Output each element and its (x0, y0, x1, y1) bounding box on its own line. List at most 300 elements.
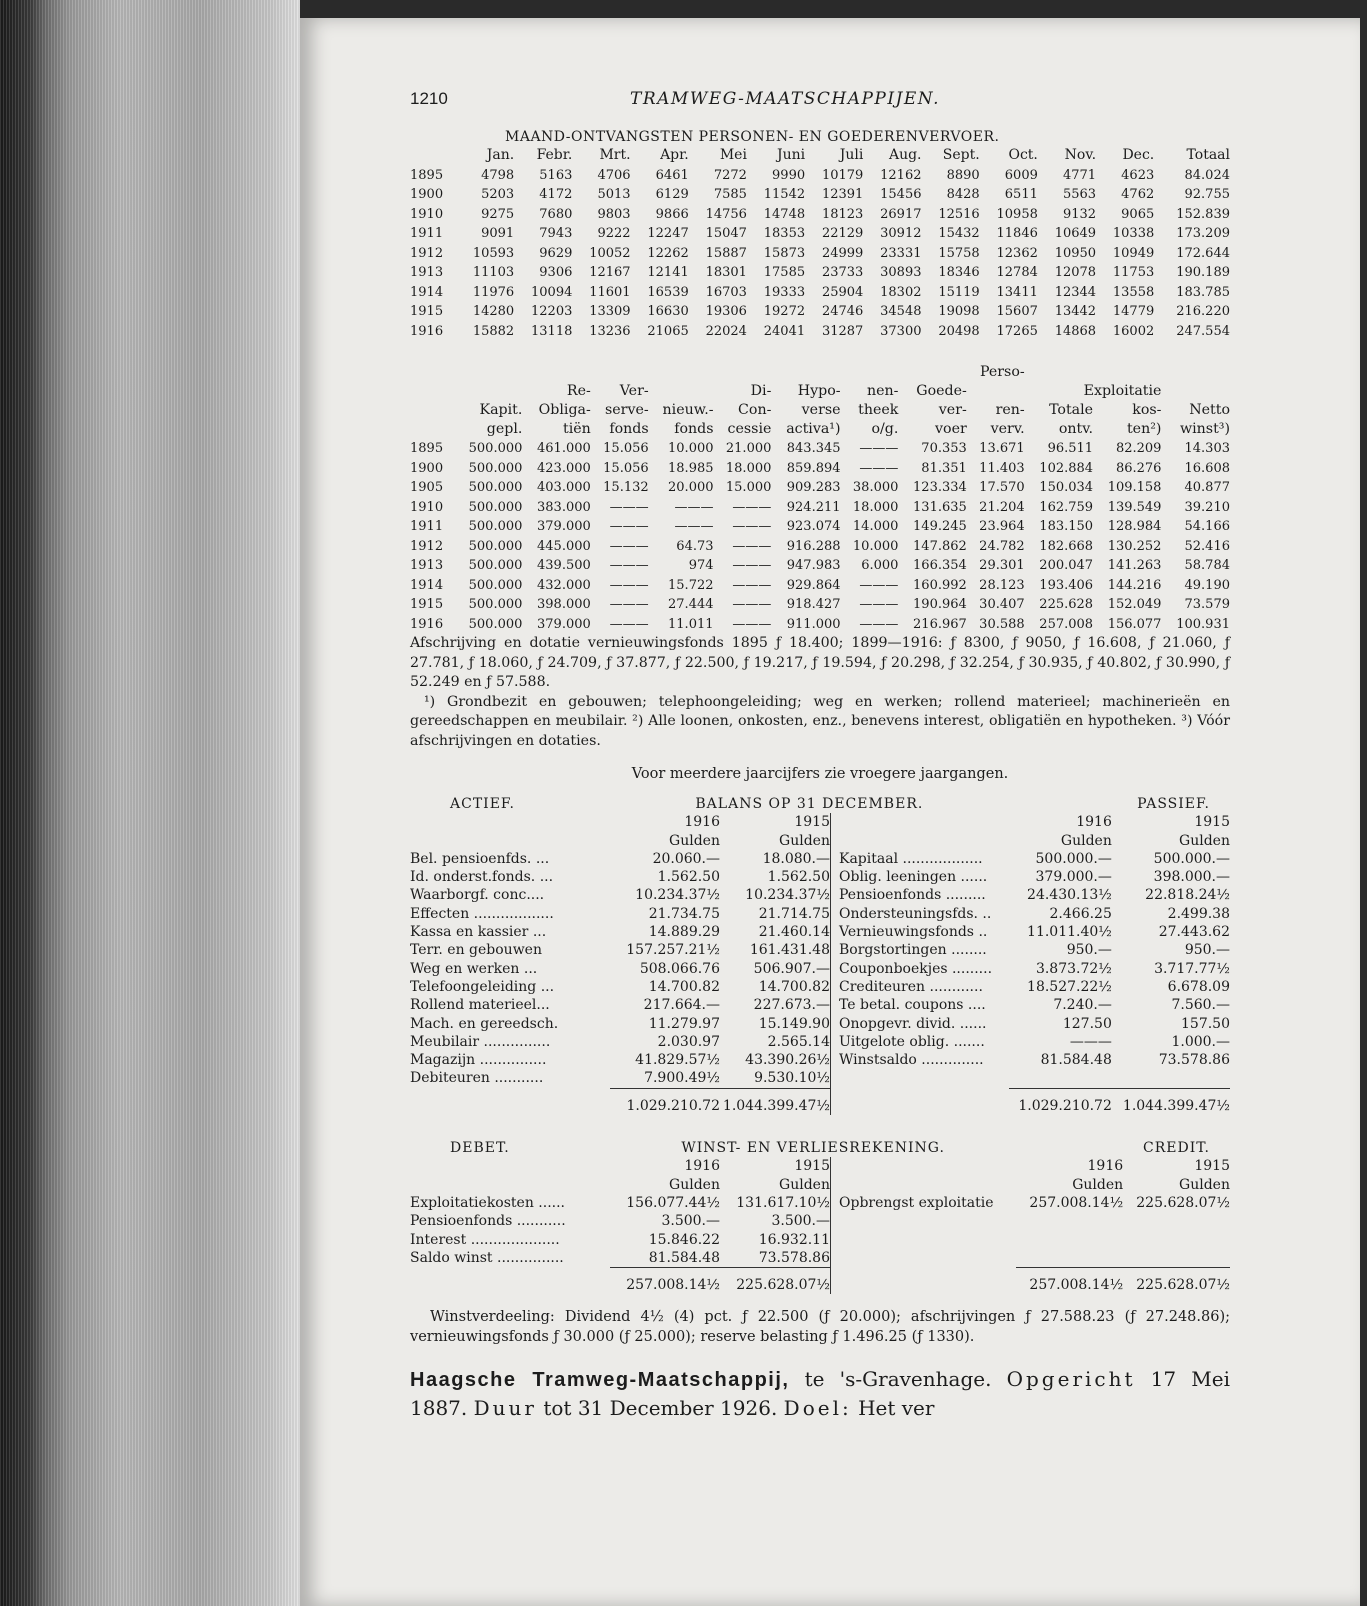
account-label: Onopgevr. divid. ...... (839, 1015, 987, 1032)
table-cell: 9866 (655, 206, 689, 222)
table-cell: 123.334 (913, 480, 967, 495)
balance-sheet (410, 795, 1230, 1115)
table-cell: 52.416 (1184, 538, 1230, 554)
table-cell: ——— (609, 597, 649, 612)
unit: Gulden (720, 1176, 831, 1194)
total-amount: 1.044.399.47½ (1112, 1088, 1230, 1115)
month-header: Sept. (942, 147, 980, 163)
month-header: Juni (777, 147, 806, 163)
table-cell: 73.579 (1184, 597, 1230, 612)
table-cell: 20.000 (668, 480, 714, 495)
table-cell: 15047 (705, 226, 747, 241)
table-cell: 10.000 (668, 441, 714, 456)
account-row (410, 1051, 1230, 1069)
table-cell: 200.047 (1039, 558, 1094, 573)
table-cell: 6009 (1004, 167, 1038, 183)
table-cell: 8890 (946, 167, 980, 183)
amount: 217.664.— (643, 997, 720, 1014)
header-cell: nen- (866, 383, 899, 399)
table-cell: 18123 (821, 206, 864, 222)
amount: 10.234.37½ (720, 886, 831, 904)
amount: 2.466.25 (1049, 905, 1112, 922)
left-title: ACTIEF. (450, 796, 515, 812)
table-cell: 10950 (1054, 245, 1097, 261)
amount: 7.240.— (1053, 997, 1112, 1014)
table-cell: ——— (674, 519, 714, 534)
month-header: Mei (719, 147, 747, 163)
table-cell: 183.785 (1176, 284, 1230, 300)
amount: 156.077.44½ (626, 1194, 720, 1211)
table-cell: 14280 (472, 304, 515, 319)
table-cell: 9091 (481, 226, 515, 241)
header-cell: activa¹) (786, 421, 841, 437)
account-row (410, 960, 1230, 978)
table-cell: 30.407 (979, 597, 1025, 612)
account-label: Vernieuwingsfonds .. (839, 924, 988, 941)
table-cell: 247.554 (1176, 323, 1230, 339)
financial-body (410, 439, 1230, 634)
table-cell: 39.210 (1184, 499, 1230, 515)
opgericht-date: 17 Mei 1887. (410, 1367, 1230, 1421)
amount: 11.279.97 (648, 1015, 720, 1032)
table-cell: 929.864 (786, 577, 841, 593)
amount: 43.390.26½ (720, 1051, 831, 1069)
unit: Gulden (1060, 832, 1112, 849)
header-cell (649, 363, 714, 382)
table-cell: 18.000 (852, 499, 899, 515)
table-cell: 7272 (713, 167, 747, 183)
amount: 131.617.10½ (720, 1194, 831, 1212)
table-row (410, 244, 1230, 264)
header-cell: kos- (1132, 402, 1162, 418)
table-cell: 13442 (1054, 304, 1097, 319)
table-cell: 10094 (531, 284, 573, 300)
amount: 3.500.— (720, 1212, 831, 1230)
account-row (410, 923, 1230, 941)
account-title-row (410, 1139, 1230, 1157)
running-header (410, 88, 1230, 118)
table-cell: 11542 (763, 187, 806, 202)
header-cell: Obliga- (538, 402, 591, 418)
table-cell: 24.782 (979, 538, 1025, 554)
year-row (410, 813, 1230, 831)
row-year: 1915 (410, 304, 444, 319)
table-cell: 859.894 (786, 460, 841, 476)
row-year: 1900 (410, 460, 444, 476)
table-cell: 24041 (763, 323, 806, 339)
table-cell: 141.263 (1107, 558, 1162, 573)
table-cell: 16.608 (1184, 460, 1230, 476)
account-row (410, 1249, 1230, 1268)
table-cell: 257.008 (1039, 616, 1094, 632)
table-cell: ——— (609, 616, 649, 632)
book-page-edges (0, 0, 300, 1606)
amount: 500.000.— (1153, 850, 1230, 867)
table-cell: 18353 (763, 226, 806, 241)
table-cell: 156.077 (1107, 616, 1162, 632)
table-cell: 13558 (1112, 284, 1155, 300)
amount: 14.700.82 (720, 978, 831, 996)
table-cell: 14.303 (1184, 441, 1230, 456)
table-cell: 38.000 (852, 480, 899, 495)
amount: 22.818.24½ (1145, 887, 1230, 904)
table-row (410, 185, 1230, 205)
amount: 127.50 (1062, 1015, 1112, 1032)
month-header: Nov. (1064, 147, 1097, 163)
table-cell: 162.759 (1039, 499, 1094, 515)
table-cell: 10593 (472, 245, 515, 261)
table-row (410, 439, 1230, 459)
amount: 506.907.— (720, 960, 831, 978)
table-cell: 16002 (1112, 323, 1155, 339)
table-cell: 15432 (938, 226, 980, 241)
financial-summary-table (410, 363, 1230, 634)
header-cell: ten²) (1126, 421, 1162, 437)
table-cell: 4706 (597, 167, 631, 183)
header-cell: cessie (727, 421, 772, 437)
table-cell: 12391 (821, 187, 864, 202)
table-cell: 12078 (1054, 265, 1097, 280)
account-row (410, 1069, 1230, 1088)
financial-header-row (410, 363, 1230, 382)
row-year: 1912 (410, 245, 444, 261)
account-label: Pensioenfonds ........... (410, 1213, 566, 1230)
financial-header-row (410, 420, 1230, 439)
header-cell (1161, 382, 1230, 401)
table-cell: 37300 (880, 323, 922, 339)
table-cell: 26917 (880, 206, 922, 222)
account-label: Meubilair ............... (410, 1033, 551, 1050)
amount: 81.584.48 (648, 1249, 720, 1266)
account-label: Oblig. leeningen ...... (839, 869, 988, 886)
account-label: Debiteuren ........... (410, 1070, 544, 1087)
table-cell: 147.862 (913, 538, 967, 554)
amount: 2.565.14 (720, 1033, 831, 1051)
table-cell: 4771 (1062, 167, 1097, 183)
account-row (410, 978, 1230, 996)
book-page (300, 18, 1360, 1606)
amount: 508.066.76 (639, 960, 720, 977)
table-cell: 23331 (880, 245, 922, 261)
table-cell: 10179 (821, 167, 864, 183)
header-cell: Ver- (619, 383, 649, 399)
table-cell: 19333 (763, 284, 806, 300)
amount: 227.673.— (720, 996, 831, 1014)
table-cell: 500.000 (468, 499, 523, 515)
header-cell: Exploitatie (1083, 383, 1162, 399)
account-label: Bel. pensioenfds. ... (410, 850, 550, 867)
monthly-header-row (410, 146, 1230, 166)
table-cell: 6511 (1004, 187, 1038, 202)
header-cell: ontv. (1058, 421, 1094, 437)
year-row (410, 1157, 1230, 1175)
table-cell: 4798 (481, 167, 515, 183)
amount: 161.431.48 (720, 941, 831, 959)
amount: 21.734.75 (648, 905, 720, 922)
table-cell: 21.204 (979, 499, 1025, 515)
table-cell: 4762 (1121, 187, 1155, 202)
table-cell: 15.056 (603, 441, 649, 456)
month-header: Mrt. (599, 147, 631, 163)
account-row (410, 1231, 1230, 1249)
table-cell: ——— (732, 616, 772, 632)
table-cell: 10338 (1112, 226, 1155, 241)
account-row (410, 1033, 1230, 1051)
header-cell: Totale (1049, 402, 1094, 418)
table-cell: 225.628 (1039, 597, 1094, 612)
amount: 81.584.48 (1040, 1052, 1112, 1069)
account-label: Exploitatiekosten ...... (410, 1194, 565, 1211)
table-cell: ——— (732, 577, 772, 593)
header-cell: Re- (566, 383, 591, 399)
table-cell: 28.123 (979, 577, 1025, 593)
header-cell: theek (858, 402, 899, 418)
table-cell: 131.635 (913, 499, 967, 515)
table-cell: 15456 (880, 187, 922, 202)
table-cell: 18.985 (668, 460, 714, 476)
total-amount: 225.628.07½ (1123, 1268, 1230, 1295)
table-cell: 160.992 (913, 577, 967, 593)
table-cell: ——— (859, 460, 899, 476)
table-cell: 18301 (705, 265, 747, 280)
amount: 73.578.86 (1158, 1052, 1230, 1069)
table-cell: 6.000 (861, 558, 899, 573)
month-header: Juli (839, 147, 864, 163)
amount: 225.628.07½ (1136, 1194, 1230, 1211)
opgericht-label: Opgericht (1006, 1367, 1136, 1392)
table-cell: 9132 (1062, 206, 1097, 222)
amount: 10.234.37½ (635, 887, 720, 904)
table-cell: 15.722 (668, 577, 714, 593)
table-cell: ——— (732, 597, 772, 612)
table-cell: 439.500 (537, 558, 591, 573)
table-cell: 445.000 (537, 538, 591, 554)
amount: 3.873.72½ (1035, 960, 1112, 977)
header-cell: o/g. (871, 421, 899, 437)
header-cell: Di- (750, 383, 772, 399)
month-header: Apr. (660, 147, 689, 163)
table-cell: 25904 (821, 284, 864, 300)
table-cell: 14779 (1112, 304, 1155, 319)
table-cell: 19272 (763, 304, 806, 319)
table-cell: 58.784 (1184, 558, 1230, 573)
table-cell: 18.000 (725, 460, 772, 476)
table-cell: ——— (732, 558, 772, 573)
amount: ——— (1069, 1033, 1112, 1050)
row-year: 1895 (410, 167, 444, 183)
amount: 950.— (1184, 942, 1230, 959)
header-cell: tiën (563, 421, 591, 437)
table-cell: 21.000 (725, 441, 772, 456)
table-cell: 96.511 (1047, 441, 1094, 456)
notes-section (410, 634, 1230, 751)
table-cell: ——— (609, 558, 649, 573)
unit: Gulden (669, 832, 720, 849)
table-cell: 10649 (1054, 226, 1097, 241)
amount: 21.460.14 (720, 923, 831, 941)
table-cell: 432.000 (537, 577, 591, 593)
row-year: 1900 (410, 187, 444, 202)
table-cell: 173.209 (1176, 226, 1230, 241)
header-cell: gepl. (486, 421, 523, 437)
table-cell: 19098 (938, 304, 980, 319)
table-row (410, 576, 1230, 596)
right-title: PASSIEF. (1137, 796, 1210, 812)
table-cell: 11.403 (979, 460, 1025, 476)
amount: 18.080.— (720, 850, 831, 868)
month-header: Totaal (1186, 147, 1230, 163)
table-cell: 30893 (880, 265, 922, 280)
unit: Gulden (1179, 1176, 1230, 1193)
unit: Gulden (669, 1176, 720, 1193)
header-cell: nieuw.- (662, 402, 714, 418)
table-cell: 7585 (713, 187, 747, 202)
table-cell: ——— (609, 519, 649, 534)
table-cell: 909.283 (786, 480, 841, 495)
table-row (410, 166, 1230, 186)
table-cell: 9803 (597, 206, 631, 222)
table-cell: 152.839 (1176, 206, 1230, 222)
table-cell: 182.668 (1039, 538, 1094, 554)
table-cell: 9222 (597, 226, 631, 241)
table-cell: 11601 (589, 284, 631, 300)
table-cell: 923.074 (786, 519, 841, 534)
table-cell: ——— (609, 577, 649, 593)
table-row (410, 537, 1230, 557)
table-cell: 11103 (472, 265, 515, 280)
table-row (410, 283, 1230, 303)
amount: 157.257.21½ (626, 942, 720, 959)
account-label: Winstsaldo .............. (839, 1052, 984, 1069)
table-cell: 166.354 (913, 558, 967, 573)
table-cell: 84.024 (1184, 167, 1230, 183)
header-cell (714, 363, 772, 382)
account-label: Kassa en kassier ... (410, 924, 547, 941)
year-a: 1916 (684, 1158, 720, 1175)
financial-header-row (410, 401, 1230, 420)
table-cell: 11.011 (668, 616, 714, 632)
table-cell: 13309 (589, 304, 631, 319)
table-cell: 12247 (647, 226, 689, 241)
row-year: 1905 (410, 480, 444, 495)
amount: 14.889.29 (648, 924, 720, 941)
table-cell: 16539 (647, 284, 689, 300)
header-cell: Perso- (979, 364, 1025, 380)
duur-date: tot 31 December 1926. (536, 1396, 784, 1421)
table-cell: 13411 (996, 284, 1038, 300)
table-cell: 398.000 (537, 597, 591, 612)
earlier-years-note: Voor meerdere jaarcijfers zie vroegere jaargangen. (631, 766, 1009, 782)
amount: 398.000.— (1153, 869, 1230, 886)
account-title-row (410, 795, 1230, 813)
account-row (410, 1194, 1230, 1212)
company-entry-haagsche (410, 1365, 1230, 1422)
header-cell: voer (935, 421, 967, 437)
table-cell: 12203 (531, 304, 573, 319)
unit: Gulden (1072, 1176, 1124, 1193)
table-cell: 12784 (996, 265, 1038, 280)
table-cell: 8428 (946, 187, 980, 202)
header-cell: serve- (604, 402, 649, 418)
table-row (410, 302, 1230, 322)
account-label: Uitgelote oblig. ....... (839, 1033, 985, 1050)
table-cell: 49.190 (1184, 577, 1230, 593)
table-cell: ——— (732, 499, 772, 515)
page-number: 1210 (410, 89, 448, 108)
table-cell: ——— (859, 597, 899, 612)
table-cell: 109.158 (1107, 480, 1162, 495)
table-cell: 383.000 (537, 499, 591, 515)
monthly-body (410, 166, 1230, 342)
table-cell: 100.931 (1176, 616, 1230, 632)
table-cell: 13236 (589, 323, 631, 339)
amount: 16.932.11 (720, 1231, 831, 1249)
table-cell: 128.984 (1107, 519, 1162, 534)
profit-loss-account (410, 1139, 1230, 1294)
left-title: DEBET. (450, 1140, 510, 1157)
table-cell: 10052 (589, 245, 631, 261)
account-label: Effecten .................. (410, 905, 554, 922)
account-row (410, 905, 1230, 923)
header-cell: fonds (674, 421, 714, 437)
header-cell (591, 363, 649, 382)
table-cell: 974 (688, 558, 714, 573)
table-cell: 843.345 (786, 441, 841, 456)
year-a: 1916 (1087, 1158, 1124, 1175)
row-year: 1916 (410, 323, 444, 339)
amount: 950.— (1066, 942, 1112, 959)
table-cell: 15.000 (725, 480, 772, 495)
total-amount: 257.008.14½ (610, 1268, 720, 1295)
row-year: 1910 (410, 206, 444, 222)
row-year: 1911 (410, 519, 444, 534)
table-cell: 11753 (1112, 265, 1155, 280)
table-row (410, 263, 1230, 283)
table-cell: 500.000 (468, 577, 523, 593)
table-cell: 15758 (938, 245, 980, 261)
table-row (410, 595, 1230, 615)
table-cell: 22129 (821, 226, 864, 241)
monthly-receipts-table (410, 128, 1230, 341)
table-cell: 423.000 (537, 460, 591, 476)
table-cell: ——— (609, 538, 649, 554)
header-cell (454, 363, 522, 382)
amount: 27.443.62 (1158, 924, 1230, 941)
table-cell: 15887 (705, 245, 747, 261)
table-cell: 216.220 (1176, 304, 1230, 319)
table-cell: 24999 (821, 245, 864, 261)
financial-header-row (410, 382, 1230, 401)
winstverdeeling: Winstverdeeling: Dividend 4½ (4) pct. ƒ 22.500 (ƒ 20.000); afschrijvingen ƒ 27.588.23 (ƒ 27.248.86); vernieuwingsfonds ƒ 30.000 (ƒ 25.000); reserve belasting ƒ 1.496.25 (ƒ 1330). (410, 1309, 1230, 1345)
profit-loss-body (410, 1139, 1230, 1294)
table-cell: 461.000 (537, 441, 591, 456)
table-cell: 9990 (772, 167, 806, 183)
account-label: Ondersteuningsfds. .. (839, 905, 992, 922)
row-year: 1911 (410, 226, 444, 241)
total-amount: 257.008.14½ (1016, 1268, 1123, 1295)
account-label: Borgstortingen ........ (839, 942, 987, 959)
header-cell (1025, 363, 1093, 382)
header-cell: Hypo- (797, 383, 841, 399)
table-cell: 193.406 (1039, 577, 1094, 593)
amount: 15.149.90 (720, 1015, 831, 1033)
table-row (410, 615, 1230, 635)
year-b: 1915 (720, 1157, 831, 1175)
doel-text: Het ver (851, 1396, 935, 1421)
account-label: Opbrengst exploitatie (839, 1194, 994, 1211)
table-cell: 4623 (1121, 167, 1155, 183)
account-label: Crediteuren ............ (839, 978, 983, 995)
